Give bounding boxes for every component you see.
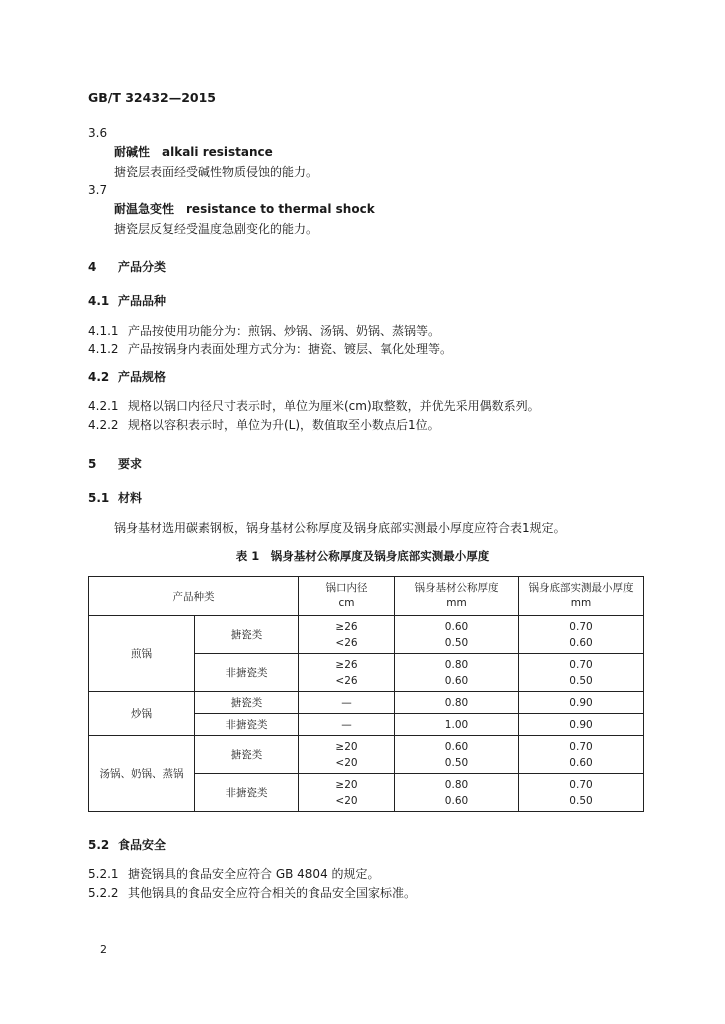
table-row [89,692,644,714]
clause-number: 4.2.1 [88,399,119,413]
table-header-row [89,577,644,616]
clause-text: 规格以容积表示时，单位为升(L)，数值取至小数点后1位。 [128,418,440,432]
section-title: 要求 [118,457,143,471]
section-number: 4.1 [88,294,110,308]
term-number: 3.7 [88,183,108,197]
section-title: 材料 [118,491,143,505]
cell-diameter: ≥26 <26 [299,616,395,654]
cell-product: 汤锅、奶锅、蒸锅 [89,736,195,812]
header-diameter [299,577,395,616]
section-number: 4 [88,260,97,274]
header-nominal [395,577,519,616]
cell-type: 非搪瓷类 [195,774,299,812]
cell-nominal: 0.80 [395,692,519,714]
section-heading [88,456,142,472]
clause [88,885,416,901]
cell-type: 搪瓷类 [195,616,299,654]
cell-nominal: 0.60 0.50 [395,736,519,774]
section-heading [88,259,166,275]
clause-number: 4.1.2 [88,342,119,356]
cell-type: 非搪瓷类 [195,654,299,692]
section-title: 食品安全 [118,838,167,852]
cell-type: 搪瓷类 [195,736,299,774]
cell-diameter: ≥26 <26 [299,654,395,692]
cell-measured: 0.90 [519,692,644,714]
header-measured [519,577,644,616]
section-number: 5.1 [88,491,110,505]
cell-type: 非搪瓷类 [195,714,299,736]
clause-number: 5.2.1 [88,867,119,881]
term-zh: 耐碱性 [114,145,151,159]
term-definition: 搪瓷层反复经受温度急剧变化的能力。 [114,222,319,236]
subsection-heading [88,369,166,385]
header-nominal-label: 锅身基材公称厚度 [414,582,499,594]
section-title: 产品规格 [118,370,167,384]
term-zh: 耐温急变性 [114,202,175,216]
cell-measured: 0.70 0.60 [519,616,644,654]
cell-diameter: ≥20 <20 [299,774,395,812]
cell-nominal: 0.60 0.50 [395,616,519,654]
page-number: 2 [100,943,107,956]
clause [88,323,440,339]
header-category: 产品种类 [89,577,299,616]
subsection-heading [88,837,166,853]
clause [88,417,440,433]
clause-text: 产品按使用功能分为：煎锅、炒锅、汤锅、奶锅、蒸锅等。 [128,324,441,338]
section-number: 5.2 [88,838,110,852]
term-definition: 搪瓷层表面经受碱性物质侵蚀的能力。 [114,165,319,179]
cell-diameter: — [299,714,395,736]
header-nominal-unit: mm [446,597,467,609]
header-diameter-label: 锅口内径 [325,582,368,594]
clause-text: 产品按锅身内表面处理方式分为：搪瓷、镀层、氧化处理等。 [128,342,453,356]
clause-number: 4.2.2 [88,418,119,432]
cell-diameter: ≥20 <20 [299,736,395,774]
term-heading [114,201,375,217]
cell-measured: 0.70 0.50 [519,774,644,812]
header-measured-unit: mm [570,597,592,609]
section-title: 产品分类 [118,260,167,274]
section-number: 5 [88,457,97,471]
cell-nominal: 0.80 0.60 [395,654,519,692]
header-diameter-unit: cm [338,597,355,609]
clause-text: 搪瓷锅具的食品安全应符合 GB 4804 的规定。 [128,867,380,881]
standard-number: GB/T 32432—2015 [88,90,217,105]
cell-product: 煎锅 [89,616,195,692]
section-number: 4.2 [88,370,110,384]
term-en: alkali resistance [162,145,273,159]
paragraph: 锅身基材选用碳素钢板，锅身基材公称厚度及锅身底部实测最小厚度应符合表1规定。 [114,521,566,535]
clause [88,398,540,414]
term-heading [114,144,273,160]
cell-nominal: 0.80 0.60 [395,774,519,812]
section-title: 产品品种 [118,294,167,308]
term-number: 3.6 [88,126,108,140]
subsection-heading [88,490,142,506]
cell-nominal: 1.00 [395,714,519,736]
cell-diameter: — [299,692,395,714]
table-row [89,616,644,654]
clause-number: 5.2.2 [88,886,119,900]
table-caption: 表 1 锅身基材公称厚度及锅身底部实测最小厚度 [235,549,490,563]
clause [88,341,452,357]
cell-measured: 0.70 0.60 [519,736,644,774]
cell-type: 搪瓷类 [195,692,299,714]
clause [88,866,380,882]
subsection-heading [88,293,166,309]
clause-text: 规格以锅口内径尺寸表示时，单位为厘米(cm)取整数，并优先采用偶数系列。 [128,399,540,413]
table-row [89,736,644,774]
clause-number: 4.1.1 [88,324,119,338]
clause-text: 其他锅具的食品安全应符合相关的食品安全国家标准。 [128,886,417,900]
cell-product: 炒锅 [89,692,195,736]
term-en: resistance to thermal shock [186,202,375,216]
header-measured-label: 锅身底部实测最小厚度 [528,582,634,594]
cell-measured: 0.90 [519,714,644,736]
cell-measured: 0.70 0.50 [519,654,644,692]
thickness-table [88,576,644,812]
